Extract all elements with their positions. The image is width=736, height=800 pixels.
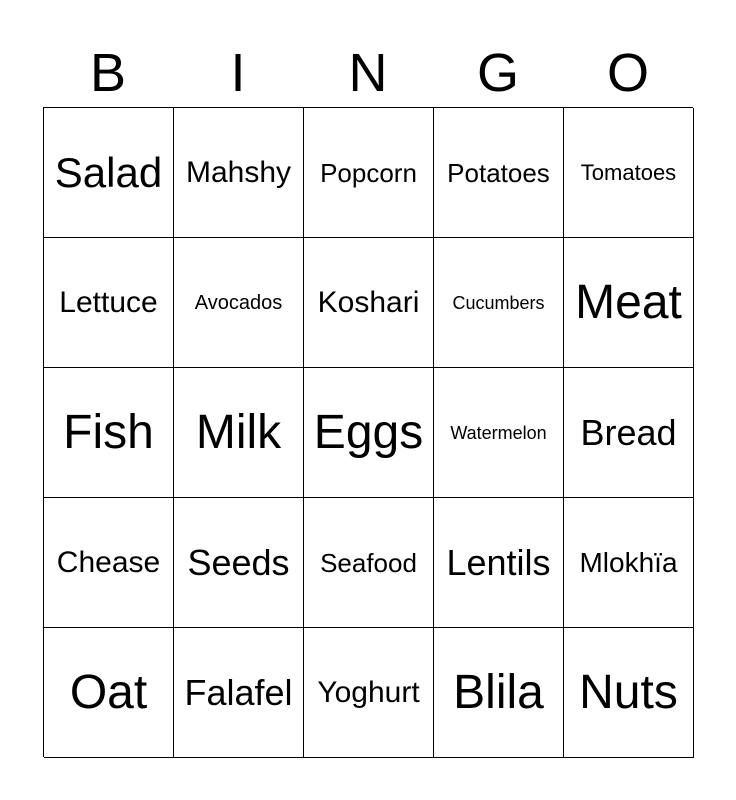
bingo-cell: Chease <box>44 498 174 628</box>
bingo-board <box>43 107 693 757</box>
bingo-cell: Yoghurt <box>304 628 434 758</box>
bingo-cell: Lettuce <box>44 238 174 368</box>
bingo-header <box>43 42 693 104</box>
bingo-cell: Mlokhïa <box>564 498 694 628</box>
header-letter-b: B <box>89 43 127 103</box>
bingo-cell: Watermelon <box>434 368 564 498</box>
header-letter-n: N <box>348 43 388 103</box>
bingo-cell: Tomatoes <box>564 108 694 238</box>
bingo-cell: Fish <box>44 368 174 498</box>
bingo-cell: Potatoes <box>434 108 564 238</box>
header-letter-g: G <box>476 43 519 103</box>
bingo-cell: Avocados <box>174 238 304 368</box>
header-letter-i: I <box>230 43 246 103</box>
bingo-cell: Blila <box>434 628 564 758</box>
bingo-cell: Bread <box>564 368 694 498</box>
bingo-cell: Lentils <box>434 498 564 628</box>
header-letter-o: O <box>606 43 649 103</box>
bingo-cell: Milk <box>174 368 304 498</box>
bingo-cell: Koshari <box>304 238 434 368</box>
bingo-cell: Seeds <box>174 498 304 628</box>
bingo-cell: Meat <box>564 238 694 368</box>
bingo-cell: Oat <box>44 628 174 758</box>
bingo-cell: Seafood <box>304 498 434 628</box>
bingo-cell: Cucumbers <box>434 238 564 368</box>
bingo-cell: Mahshy <box>174 108 304 238</box>
bingo-cell: Eggs <box>304 368 434 498</box>
bingo-cell: Falafel <box>174 628 304 758</box>
bingo-cell: Salad <box>44 108 174 238</box>
bingo-cell: Nuts <box>564 628 694 758</box>
bingo-cell: Popcorn <box>304 108 434 238</box>
